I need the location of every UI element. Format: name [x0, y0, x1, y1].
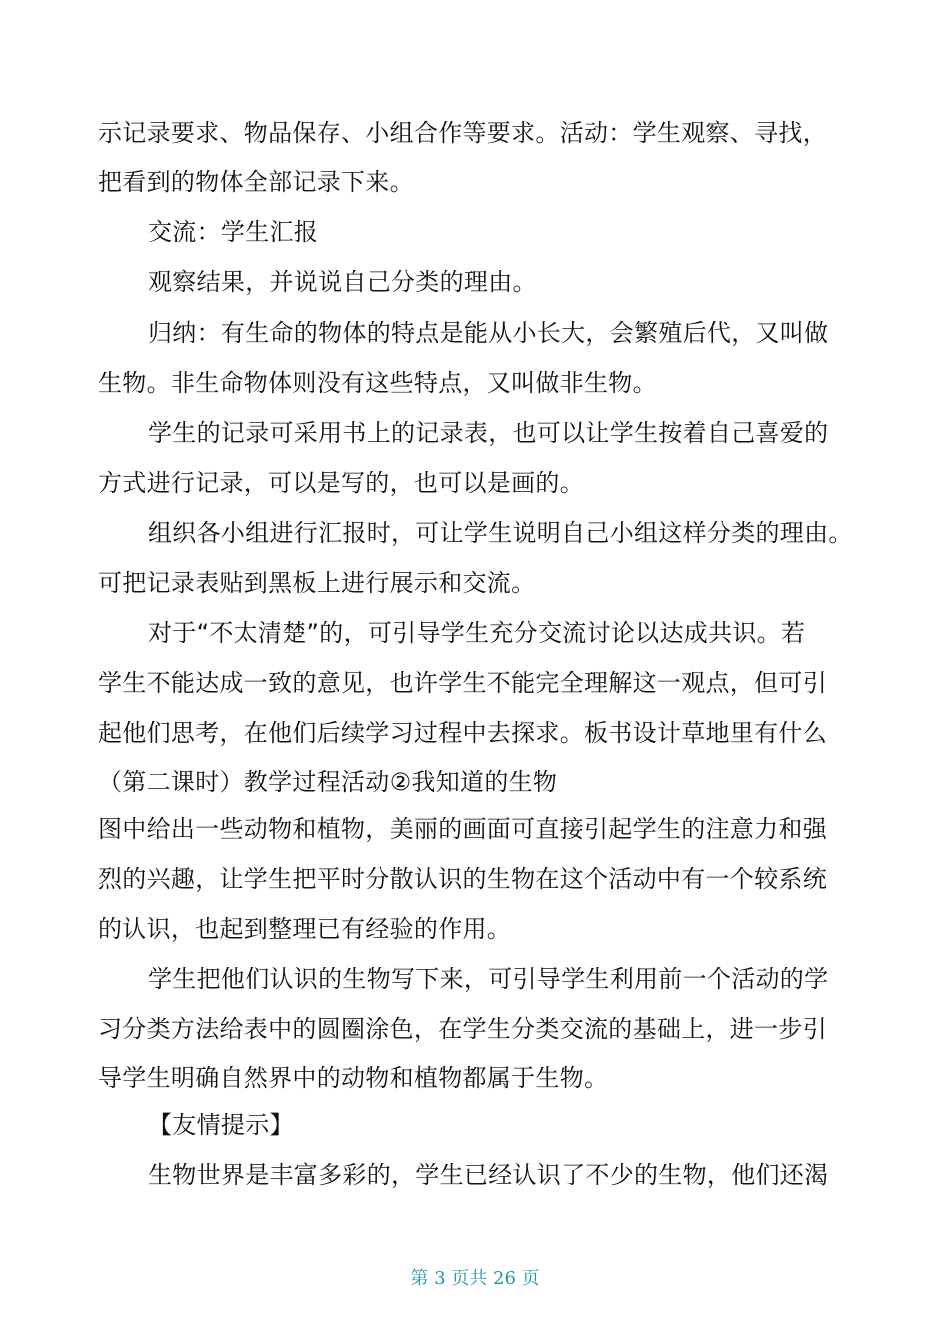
text-line: 把看到的物体全部记录下来。	[98, 168, 414, 196]
text-line: 起他们思考，在他们后续学习过程中去探求。板书设计草地里有什么	[98, 719, 827, 747]
text-line: 导学生明确自然界中的动物和植物都属于生物。	[98, 1064, 609, 1092]
text-line: 归纳：有生命的物体的特点是能从小长大，会繁殖后代，又叫做	[148, 319, 829, 347]
text-line: 生物。非生命物体则没有这些特点，又叫做非生物。	[98, 369, 657, 397]
text-line: 组织各小组进行汇报时，可让学生说明自己小组这样分类的理由。	[148, 519, 853, 547]
text-line: 学生不能达成一致的意见，也许学生不能完全理解这一观点，但可引	[98, 669, 827, 697]
text-line: 方式进行记录，可以是写的，也可以是画的。	[98, 469, 584, 497]
text-line: 交流：学生汇报	[148, 218, 319, 246]
text-line: 的认识，也起到整理已有经验的作用。	[98, 915, 512, 943]
text-line: 烈的兴趣，让学生把平时分散认识的生物在这个活动中有一个较系统	[98, 865, 827, 893]
text-line: 示记录要求、物品保存、小组合作等要求。活动：学生观察、寻找，	[98, 119, 827, 147]
text-line: 生物世界是丰富多彩的，学生已经认识了不少的生物，他们还渴	[148, 1161, 829, 1189]
text-line: 习分类方法给表中的圆圈涂色，在学生分类交流的基础上，进一步引	[98, 1015, 827, 1043]
text-line: 观察结果，并说说自己分类的理由。	[148, 268, 537, 296]
page-number: 第 3 页共 26 页	[410, 1268, 540, 1289]
text-line: 学生的记录可采用书上的记录表，也可以让学生按着自己喜爱的	[148, 419, 829, 447]
text-line: 对于“不太清楚”的，可引导学生充分交流讨论以达成共识。若	[148, 619, 806, 647]
text-line: 可把记录表贴到黑板上进行展示和交流。	[98, 569, 536, 597]
text-line: 图中给出一些动物和植物，美丽的画面可直接引起学生的注意力和强	[98, 815, 827, 843]
text-line: （第二课时）教学过程活动②我知道的生物	[98, 768, 558, 796]
text-line: 学生把他们认识的生物写下来，可引导学生利用前一个活动的学	[148, 965, 829, 993]
section-heading: 【友情提示】	[148, 1111, 294, 1139]
